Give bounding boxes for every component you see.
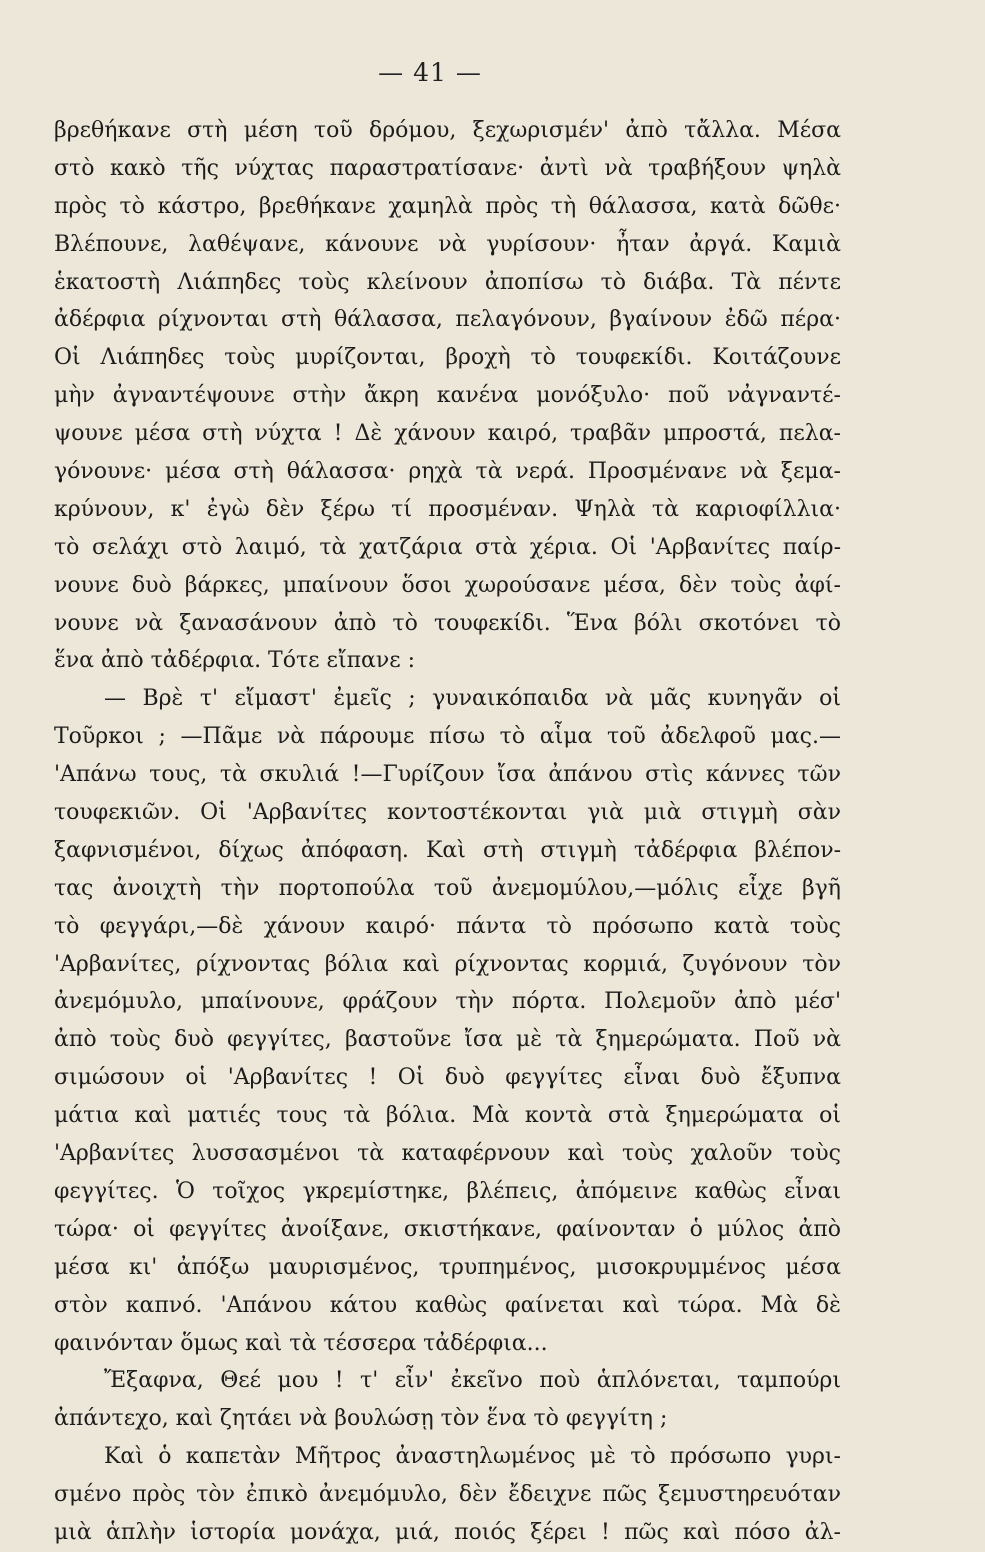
text-line: μέσα κι' ἀπόξω μαυρισμένος, τρυπημένος, μισοκρυμμένος μέσα [54,1254,841,1280]
text-line: μιὰ ἁπλὴν ἱστορία μονάχα, μιά, ποιός ξέρει ! πῶς καὶ πόσο ἀλ- [54,1519,841,1545]
text-line: ἑκατοστὴ Λιάπηδες τοὺς κλείνουν ἀποπίσω τὸ διάβα. Τὰ πέντε [54,269,841,295]
text-line: φεγγίτες. Ὁ τοῖχος γκρεμίστηκε, βλέπεις, ἀπόμεινε καθὼς εἶναι [54,1178,841,1204]
text-line: Τοῦρκοι ; —Πᾶμε νὰ πάρουμε πίσω τὸ αἷμα τοῦ ἀδελφοῦ μας.— [54,724,841,750]
text-line: στὸ κακὸ τῆς νύχτας παραστρατίσανε· ἀντὶ νὰ τραβήξουν ψηλὰ [54,155,841,181]
text-line: γόνουνε· μέσα στὴ θάλασσα· ρηχὰ τὰ νερά. Προσμένανε νὰ ξεμα- [54,459,841,485]
text-line: σμένο πρὸς τὸν ἐπικὸ ἀνεμόμυλο, δὲν ἔδειχνε πῶς ξεμυστηρευόταν [54,1482,841,1508]
text-line: ἀπὸ τοὺς δυὸ φεγγίτες, βαστοῦνε ἴσα μὲ τὰ ξημερώματα. Ποῦ νὰ [54,1027,841,1053]
text-line: ψουνε μέσα στὴ νύχτα ! Δὲ χάνουν καιρό, τραβᾶν μπροστά, πελα- [54,421,841,447]
text-line: μὴν ἀγναντέψουνε στὴν ἄκρη κανένα μονόξυλο· ποῦ νἀγναντέ- [54,383,841,409]
text-line: τὸ φεγγάρι,—δὲ χάνουν καιρό· πάντα τὸ πρόσωπο κατὰ τοὺς [54,913,841,939]
text-line: 'Αρβανίτες λυσσασμένοι τὰ καταφέρνουν καὶ τοὺς χαλοῦν τοὺς [54,1141,841,1167]
text-line: Οἱ Λιάπηδες τοὺς μυρίζονται, βροχὴ τὸ τουφεκίδι. Κοιτάζουνε [54,345,841,371]
text-line: 'Απάνω τους, τὰ σκυλιά !—Γυρίζουν ἴσα ἀπάνου στὶς κάννες τῶν [54,762,841,788]
text-line: Καὶ ὁ καπετὰν Μῆτρος ἀναστηλωμένος μὲ τὸ πρόσωπο γυρι- [104,1444,841,1470]
text-line: πρὸς τὸ κάστρο, βρεθήκανε χαμηλὰ πρὸς τὴ θάλασσα, κατὰ δῶθε· [54,193,841,219]
text-line: νουνε νὰ ξανασάνουν ἀπὸ τὸ τουφεκίδι. Ἕνα βόλι σκοτόνει τὸ [54,610,841,636]
text-line: μάτια καὶ ματιές τους τὰ βόλια. Μὰ κοντὰ στὰ ξημερώματα οἱ [54,1103,841,1129]
text-line: φαινόνταν ὅμως καὶ τὰ τέσσερα τἀδέρφια... [54,1330,548,1356]
text-line: κρύνουν, κ' ἐγὼ δὲν ξέρω τί προσμέναν. Ψηλὰ τὰ καριοφίλλια· [54,496,841,522]
text-line: Ἔξαφνα, Θεέ μου ! τ' εἶν' ἐκεῖνο ποὺ ἁπλόνεται, ταμπούρι [104,1368,841,1394]
text-line: ἀπάντεχο, καὶ ζητάει νὰ βουλώσῃ τὸν ἕνα τὸ φεγγίτη ; [54,1406,668,1432]
text-line: τας ἀνοιχτὴ τὴν πορτοπούλα τοῦ ἀνεμομύλου,—μόλις εἶχε βγῆ [54,875,841,901]
text-line: βρεθήκανε στὴ μέση τοῦ δρόμου, ξεχωρισμέν' ἀπὸ τἄλλα. Μέσα [54,118,841,143]
text-line: τουφεκιῶν. Οἱ 'Αρβανίτες κοντοστέκονται γιὰ μιὰ στιγμὴ σὰν [54,800,841,826]
text-line: τὸ σελάχι στὸ λαιμό, τὰ χατζάρια στὰ χέρια. Οἱ 'Αρβανίτες παίρ- [54,534,841,560]
text-line: Βλέπουνε, λαθέψανε, κάνουνε νὰ γυρίσουν· ἦταν ἀργά. Καμιὰ [54,231,841,257]
text-line: στὸν καπνό. 'Απάνου κάτου καθὼς φαίνεται καὶ τώρα. Μὰ δὲ [54,1292,841,1318]
text-line: ἕνα ἀπὸ τἀδέρφια. Τότε εἴπανε : [54,648,416,674]
text-line: ἀδέρφια ρίχνονται στὴ θάλασσα, πελαγόνουν, βγαίνουν ἐδῶ πέρα· [54,307,841,333]
text-line: ἀνεμόμυλο, μπαίνουνε, φράζουν τὴν πόρτα. Πολεμοῦν ἀπὸ μέσ' [54,989,841,1015]
text-line: σιμώσουν οἱ 'Αρβανίτες ! Οἱ δυὸ φεγγίτες εἶναι δυὸ ἔξυπνα [54,1065,841,1091]
text-line: τώρα· οἱ φεγγίτες ἀνοίξανε, σκιστήκανε, φαίνονταν ὁ μύλος ἀπὸ [54,1216,841,1242]
page-number: — 41 — [378,58,482,87]
text-line: ξαφνισμένοι, δίχως ἀπόφαση. Καὶ στὴ στιγμὴ τἀδέρφια βλέπον- [54,837,841,863]
text-line: — Βρὲ τ' εἴμαστ' ἐμεῖς ; γυναικόπαιδα νὰ μᾶς κυνηγᾶν οἱ [104,686,841,712]
body-text [54,112,841,1552]
text-line: νουνε δυὸ βάρκες, μπαίνουν ὅσοι χωρούσανε μέσα, δὲν τοὺς ἀφί- [54,572,841,598]
text-line: 'Αρβανίτες, ρίχνοντας βόλια καὶ ρίχνοντας κορμιά, ζυγόνουν τὸν [54,951,841,977]
